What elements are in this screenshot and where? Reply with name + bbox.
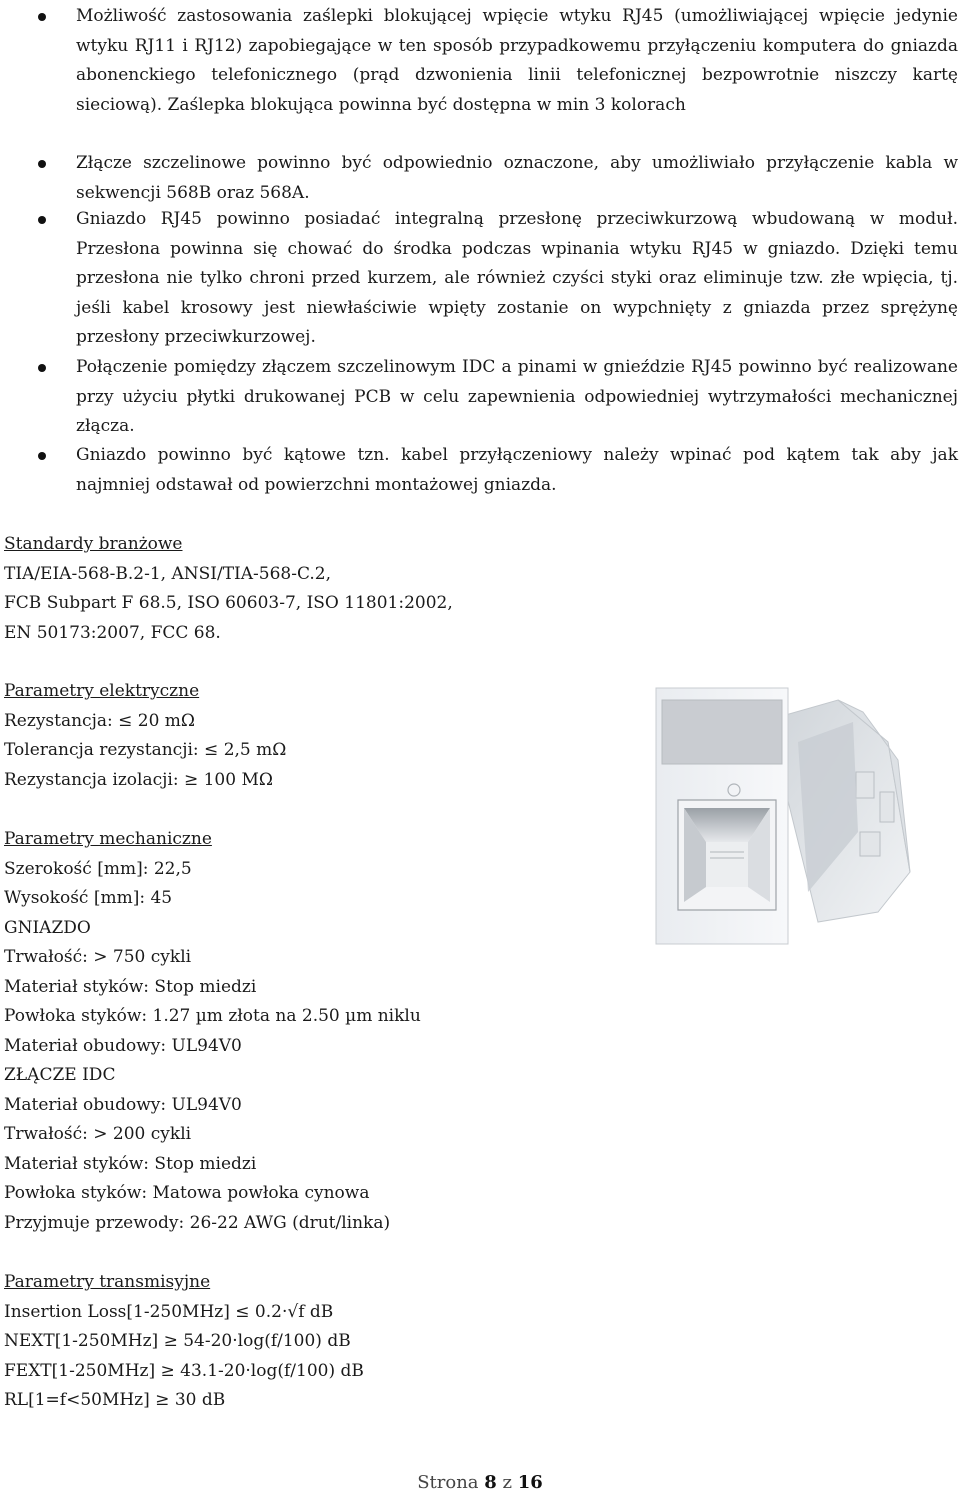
param-line: Trwałość: > 750 cykli bbox=[4, 947, 192, 967]
param-line: Materiał obudowy: UL94V0 bbox=[4, 1035, 242, 1056]
param-line: GNIAZDO bbox=[4, 917, 91, 938]
standards-line: TIA/EIA-568-B.2-1, ANSI/TIA-568-C.2, bbox=[4, 563, 332, 584]
param-line: RL[1=f<50MHz] ≥ 30 dB bbox=[4, 1390, 226, 1410]
requirement-item: Możliwość zastosowania zaślepki blokującej wpięcie wtyku RJ45 (umożliwiającej wpięcie jedynie wtyku RJ11 i RJ12) zapobiegające w ten sposób przypadkowemu przyłączeniu komputera do gniazda abonenckiego telefonicznego (prąd dzwonienia linii telefonicznej bezpowrotnie niszczy kartę sieciową). Zaślepka blokująca powinna być dostępna w min 3 kolorach bbox=[76, 2, 958, 120]
mechanical-section bbox=[4, 825, 624, 1238]
transmission-section bbox=[4, 1268, 624, 1416]
current-page: 8 bbox=[484, 1472, 497, 1493]
standards-line: FCB Subpart F 68.5, ISO 60603-7, ISO 11801:2002, bbox=[4, 593, 453, 613]
rj45-module-image bbox=[648, 682, 948, 952]
section-heading: Parametry elektryczne bbox=[4, 681, 200, 701]
param-line: ZŁĄCZE IDC bbox=[4, 1065, 116, 1085]
param-line: Materiał obudowy: UL94V0 bbox=[4, 1094, 242, 1115]
param-line: Insertion Loss[1-250MHz] ≤ 0.2·√f dB bbox=[4, 1301, 334, 1322]
requirement-item: Gniazdo powinno być kątowe tzn. kabel przyłączeniowy należy wpinać pod kątem tak aby jak najmniej odstawał od powierzchni montażowej gniazda. bbox=[76, 441, 958, 500]
page-number bbox=[0, 1472, 960, 1493]
electrical-section bbox=[4, 677, 624, 795]
requirement-item: Połączenie pomiędzy złączem szczelinowym IDC a pinami w gnieździe RJ45 powinno być realizowane przy użyciu płytki drukowanej PCB w celu zapewnienia odpowiedniej wytrzymałości mechanicznej złącza. bbox=[76, 353, 958, 442]
param-line: FEXT[1-250MHz] ≥ 43.1-20·log(f/100) dB bbox=[4, 1360, 364, 1381]
param-line: Wysokość [mm]: 45 bbox=[4, 888, 173, 908]
section-heading: Standardy branżowe bbox=[4, 534, 183, 554]
requirement-item: Złącze szczelinowe powinno być odpowiednio oznaczone, aby umożliwiało przyłączenie kabla w sekwencji 568B oraz 568A. bbox=[76, 149, 958, 208]
param-line: Materiał styków: Stop miedzi bbox=[4, 976, 257, 997]
requirement-item: Gniazdo RJ45 powinno posiadać integralną przesłonę przeciwkurzową wbudowaną w moduł. Przesłona powinna się chować do środka podczas wpinania wtyku RJ45 w gniazdo. Dzięki temu przesłona nie tylko chroni przed kurzem, ale również czyści styki oraz eliminuje tzw. złe wpięcia, tj. jeśli kabel krosowy jest niewłaściwie wpięty zostanie on wypchnięty z gniazda przez sprężynę przesłony przeciwkurzowej. bbox=[76, 205, 958, 353]
page-prefix: Strona bbox=[417, 1472, 479, 1493]
param-line: Rezystancja: ≤ 20 mΩ bbox=[4, 710, 196, 731]
standards-line: EN 50173:2007, FCC 68. bbox=[4, 622, 221, 643]
param-line: Przyjmuje przewody: 26-22 AWG (drut/linka) bbox=[4, 1212, 391, 1233]
page-separator: z bbox=[502, 1472, 513, 1493]
param-line: Powłoka styków: 1.27 µm złota na 2.50 µm niklu bbox=[4, 1006, 421, 1026]
param-line: Trwałość: > 200 cykli bbox=[4, 1124, 192, 1144]
section-heading: Parametry transmisyjne bbox=[4, 1272, 211, 1292]
param-line: Tolerancja rezystancji: ≤ 2,5 mΩ bbox=[4, 740, 287, 760]
standards-section bbox=[4, 530, 624, 648]
section-heading: Parametry mechaniczne bbox=[4, 829, 212, 849]
total-pages: 16 bbox=[517, 1472, 543, 1493]
param-line: NEXT[1-250MHz] ≥ 54-20·log(f/100) dB bbox=[4, 1331, 351, 1351]
param-line: Powłoka styków: Matowa powłoka cynowa bbox=[4, 1183, 370, 1203]
param-line: Szerokość [mm]: 22,5 bbox=[4, 858, 192, 879]
param-line: Materiał styków: Stop miedzi bbox=[4, 1153, 257, 1174]
param-line: Rezystancja izolacji: ≥ 100 MΩ bbox=[4, 769, 273, 790]
